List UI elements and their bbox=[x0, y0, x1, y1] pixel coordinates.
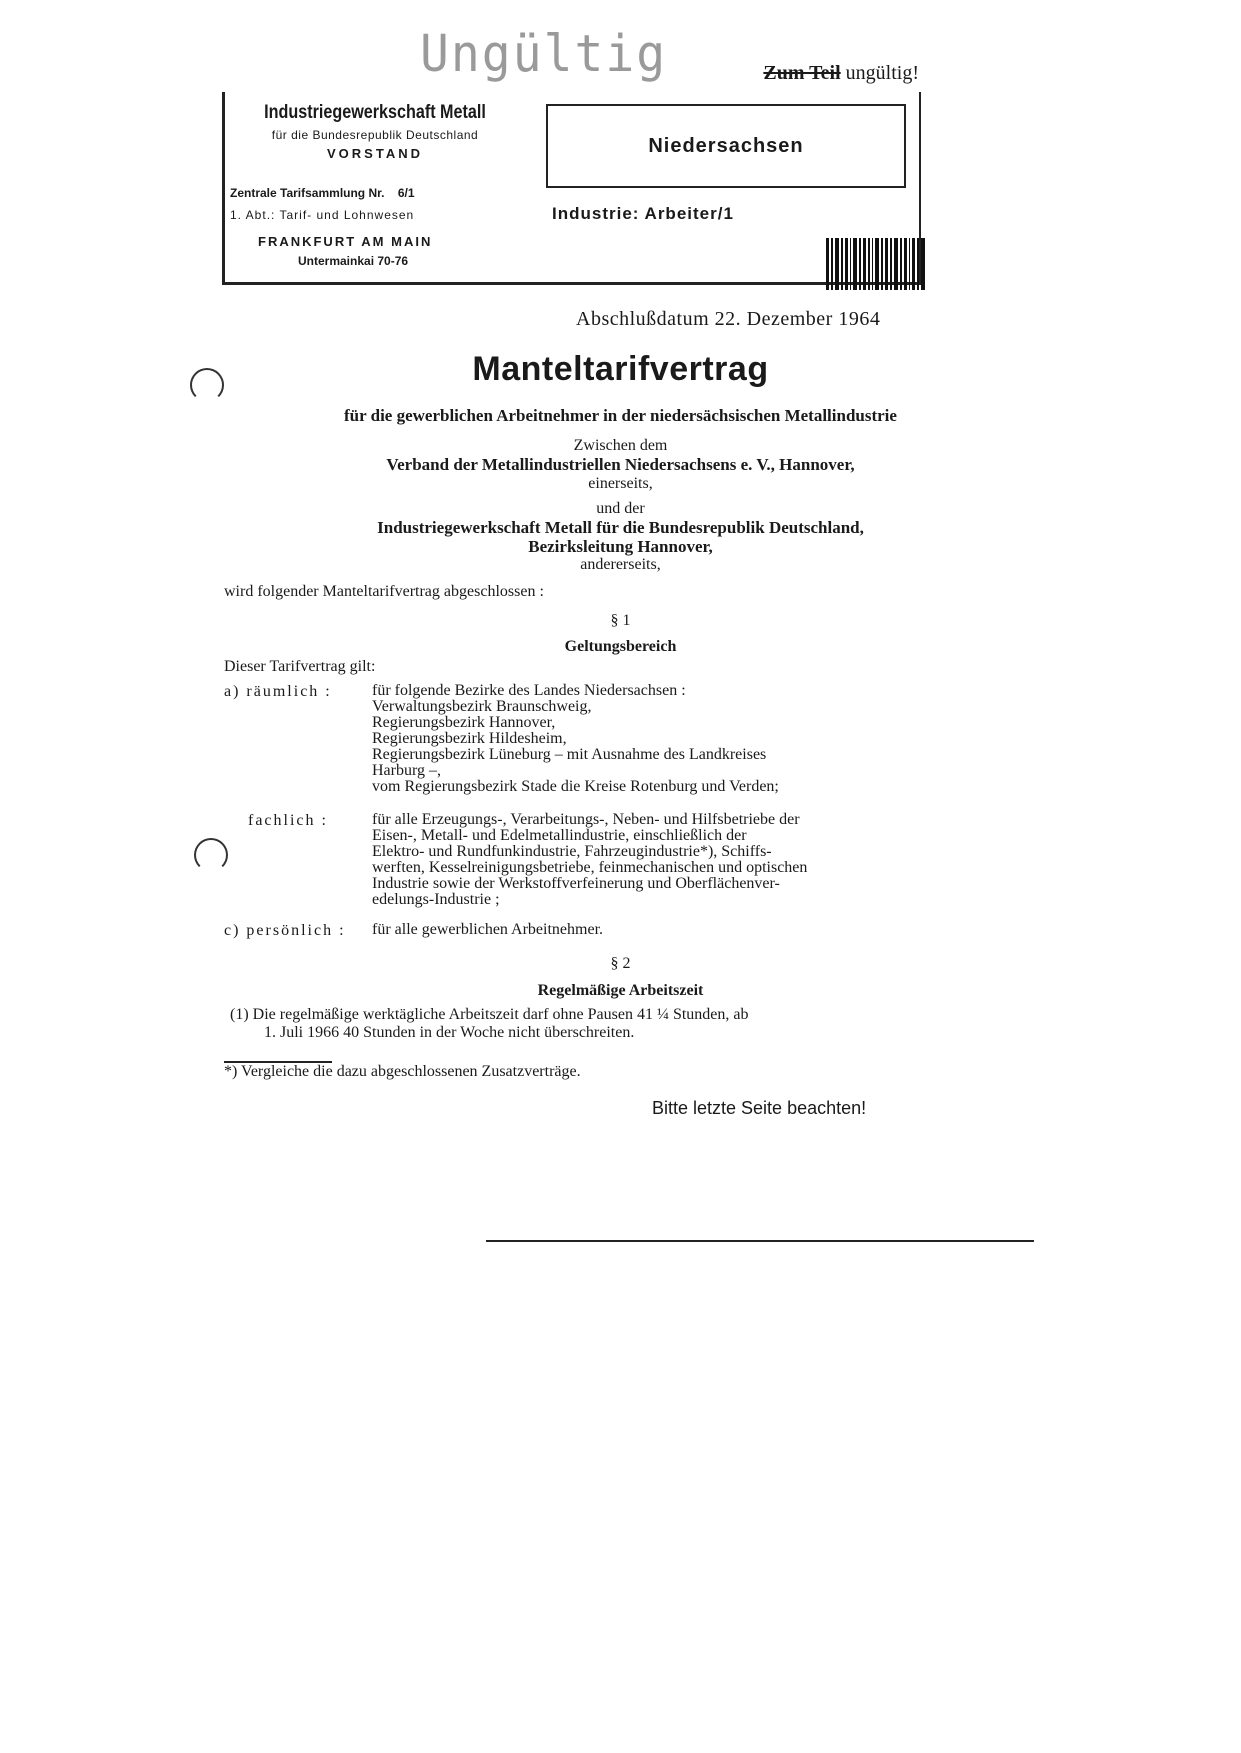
scope-b-text bbox=[372, 812, 930, 908]
city-line: FRANKFURT AM MAIN bbox=[258, 234, 433, 249]
org-subtitle: für die Bundesrepublik Deutschland bbox=[271, 128, 479, 142]
see-last-page-note: Bitte letzte Seite beachten! bbox=[652, 1098, 867, 1118]
party2-line1: Industriegewerkschaft Metall für die Bundesrepublik Deutschland, bbox=[377, 518, 864, 537]
party2-line2: Bezirksleitung Hannover, bbox=[528, 537, 713, 556]
scope-a-line-text: Regierungsbezirk Lüneburg – mit Ausnahme des Landkreises bbox=[372, 746, 767, 763]
closing-text: wird folgender Manteltarifvertrag abgeschlossen : bbox=[224, 583, 544, 600]
and-text: und der bbox=[596, 500, 645, 517]
address-line: Untermainkai 70-76 bbox=[298, 254, 409, 268]
party1-name: Verband der Metallindustriellen Niedersachsens e. V., Hannover, bbox=[386, 455, 855, 474]
section2-para1-line1: (1) Die regelmäßige werktägliche Arbeitszeit darf ohne Pausen 41 ¼ Stunden, ab bbox=[230, 1006, 749, 1023]
scope-a-line bbox=[372, 747, 930, 763]
scope-a-label: a) räumlich : bbox=[224, 683, 332, 700]
scope-b-label: fachlich : bbox=[248, 812, 328, 829]
party1-role: einerseits, bbox=[588, 475, 653, 492]
section2-heading: Regelmäßige Arbeitszeit bbox=[537, 982, 704, 999]
scope-c-label: c) persönlich : bbox=[224, 922, 346, 939]
party2-role: andererseits, bbox=[580, 556, 661, 573]
scope-a-line: vom Regierungsbezirk Stade die Kreise Rotenburg und Verden; bbox=[372, 778, 779, 795]
partial-invalid-strike: Zum Teil bbox=[763, 62, 841, 84]
section1-number: § 1 bbox=[610, 612, 631, 629]
scope-b-line: werften, Kesselreinigungsbetriebe, feinmechanischen und optischen bbox=[372, 859, 808, 876]
org-block bbox=[230, 102, 520, 161]
scope-b-line: Industrie sowie der Werkstoffverfeinerung und Oberflächenver- bbox=[372, 875, 780, 892]
region-box bbox=[546, 104, 906, 188]
scope-b-line: für alle Erzeugungs-, Verarbeitungs-, Neben- und Hilfsbetriebe der bbox=[372, 811, 800, 828]
scope-c-text: für alle gewerblichen Arbeitnehmer. bbox=[372, 921, 604, 938]
org-board: VORSTAND bbox=[327, 146, 423, 161]
scope-a-line: Harburg –, bbox=[372, 762, 442, 779]
scope-b-line: Eisen-, Metall- und Edelmetallindustrie, einschließlich der bbox=[372, 827, 747, 844]
document-title: Manteltarifvertrag bbox=[472, 350, 769, 388]
section1-heading: Geltungsbereich bbox=[564, 638, 677, 655]
scope-b-line: edelungs-Industrie ; bbox=[372, 891, 500, 908]
invalid-stamp: Ungültig bbox=[420, 24, 668, 84]
collection-label: Zentrale Tarifsammlung Nr. bbox=[230, 186, 385, 200]
industry-label: Industrie: Arbeiter/1 bbox=[552, 204, 734, 223]
between-text: Zwischen dem bbox=[573, 437, 668, 454]
scope-a-line: Regierungsbezirk Hannover, bbox=[372, 714, 556, 731]
document-subtitle: für die gewerblichen Arbeitnehmer in der niedersächsischen Metallindustrie bbox=[344, 406, 897, 425]
section2-number: § 2 bbox=[610, 955, 631, 972]
department-line: 1. Abt.: Tarif- und Lohnwesen bbox=[230, 208, 415, 222]
footnote: *) Vergleiche die dazu abgeschlossenen Zusatzverträge. bbox=[224, 1063, 581, 1080]
partial-invalid-stamp bbox=[763, 62, 919, 85]
collection-number: 6/1 bbox=[397, 186, 415, 200]
scope-a-line: Regierungsbezirk Hildesheim, bbox=[372, 730, 567, 747]
partial-invalid-text: ungültig! bbox=[845, 62, 919, 84]
org-title: Industriegewerkschaft Metall bbox=[264, 102, 486, 123]
region-label: Niedersachsen bbox=[648, 134, 804, 157]
section1-intro: Dieser Tarifvertrag gilt: bbox=[224, 658, 376, 675]
scope-b-line: Elektro- und Rundfunkindustrie, Fahrzeugindustrie*), Schiffs- bbox=[372, 843, 772, 860]
section2-para1-line2: 1. Juli 1966 40 Stunden in der Woche nicht überschreiten. bbox=[264, 1024, 635, 1041]
scope-a-line: für folgende Bezirke des Landes Niedersachsen : bbox=[372, 682, 686, 699]
scope-a-line: Verwaltungsbezirk Braunschweig, bbox=[372, 698, 592, 715]
conclusion-date: Abschlußdatum 22. Dezember 1964 bbox=[576, 308, 881, 330]
collection-line bbox=[230, 186, 415, 200]
scope-a-text bbox=[372, 683, 930, 795]
punch-hole-bottom bbox=[194, 838, 228, 872]
bottom-rule bbox=[486, 1240, 1034, 1242]
barcode bbox=[826, 236, 936, 290]
